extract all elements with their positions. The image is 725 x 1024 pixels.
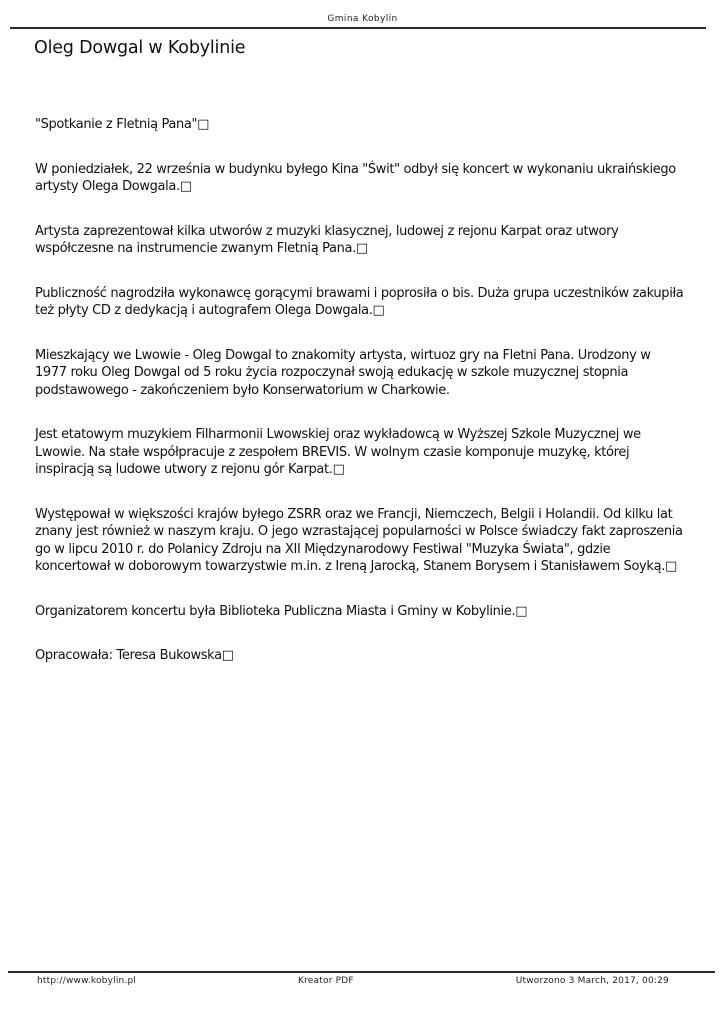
paragraph: W poniedziałek, 22 września w budynku byłego Kina "Świt" odbył się koncert w wykonaniu ukraińskiego artysty Olega Dowgala.□ — [35, 161, 676, 194]
paragraph: Opracowała: Teresa Bukowska□ — [35, 648, 234, 663]
footer-row — [0, 973, 725, 986]
paragraph: "Spotkanie z Fletnią Pana"□ — [35, 117, 210, 132]
header-rule — [10, 27, 706, 29]
paragraph: Organizatorem koncertu była Biblioteka Publiczna Miasta i Gminy w Kobylinie.□ — [35, 603, 528, 619]
footer-created-timestamp: Utworzono 3 March, 2017, 00:29 — [515, 976, 669, 986]
site-name-header: Gmina Kobylin — [327, 14, 398, 24]
page-title: Oleg Dowgal w Kobylinie — [34, 38, 246, 58]
paragraph: Publiczność nagrodziła wykonawcę gorącymi brawami i poprosiła o bis. Duża grupa uczestników zakupiła też płyty CD z dedykacją i autografem Olega Dowgala.□ — [35, 285, 684, 318]
paragraph: Artysta zaprezentował kilka utworów z muzyki klasycznej, ludowej z rejonu Karpat oraz utwory współczesne na instrumencie zwanym Fletnią Pana.□ — [35, 223, 619, 256]
paragraph: Występował w większości krajów byłego ZSRR oraz we Francji, Niemczech, Belgii i Holandii. Od kilku lat znany jest również w naszym kraju. O jego wzrastającej popularności w Polsce świadczy fakt zaproszenia go w lipcu 2010 r. do Polanicy Zdroju na XII Międzynarodowy Festiwal "Muzyka Świata", gdzie koncertował w doborowym towarzystwie m.in. z Ireną Jarocką, Stanem Borysem i Stanisławem Soyką.□ — [35, 506, 683, 574]
paragraph: Jest etatowym muzykiem Filharmonii Lwowskiej oraz wykładowcą w Wyższej Szkole Muzycznej we Lwowie. Na stałe współpracuje z zespołem BREVIS. W wolnym czasie komponuje muzykę, której inspiracją są ludowe utwory z rejonu gór Karpat.□ — [35, 427, 641, 477]
page-footer — [0, 971, 725, 986]
paragraph-list — [35, 116, 685, 665]
document-body — [0, 38, 725, 665]
footer-generator-label: Kreator PDF — [298, 976, 354, 986]
paragraph: Mieszkający we Lwowie - Oleg Dowgal to znakomity artysta, wirtuoz gry na Fletni Pana. Urodzony w 1977 roku Oleg Dowgal od 5 roku życia rozpoczynał swoją edukację w szkole muzycznej stopnia podstawowego - zakończeniem było Konserwatorium w Charkowie. — [35, 347, 651, 398]
footer-url: http://www.kobylin.pl — [37, 976, 137, 986]
